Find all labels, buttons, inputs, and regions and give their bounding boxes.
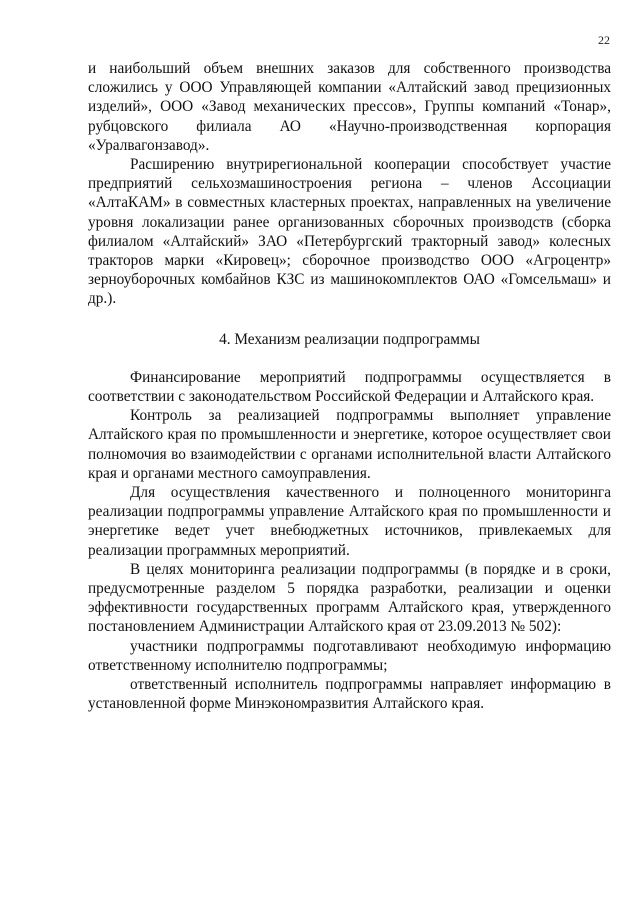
paragraph-cooperation: Расширению внутрирегиональной кооперации способствует участие предприятий сельхозмашиностроения региона – членов Ассоциации «АлтаКАМ» в совместных кластерных проектах, направленных на увеличение уровня локализации ранее организованных сборочных производств (сборка филиалом «Алтайский» ЗАО «Петербургский тракторный завод» колесных тракторов марки «Кировец»; сборочное производство ООО «Агроцентр» зерноуборочных комбайнов КЗС из машинокомплектов ОАО «Гомсельмаш» и др.). (88, 156, 611, 308)
continuation-paragraph: и наибольший объем внешних заказов для собственного производства сложились у ООО Управляющей компании «Алтайский завод прецизионных изделий», ООО «Завод механических прессов», Группы компаний «Тонар», рубцовского филиала АО «Научно-производственная корпорация «Уралвагонзавод». (88, 60, 611, 154)
paragraph-monitoring-purpose: В целях мониторинга реализации подпрограммы (в порядке и в сроки, предусмотренные разделом 5 порядка разработки, реализации и оценки эффективности государственных программ Алтайского края, утвержденного постановлением Администрации Алтайского края от 23.09.2013 № 502): (88, 560, 611, 636)
document-body (88, 59, 611, 714)
paragraph-control: Контроль за реализацией подпрограммы выполняет управление Алтайского края по промышленности и энергетике, которое осуществляет свои полномочия во взаимодействии с органами исполнительной власти Алтайского края и органами местного самоуправления. (88, 407, 611, 482)
page-number: 22 (598, 33, 610, 47)
paragraph-financing: Финансирование мероприятий подпрограммы осуществляется в соответствии с законодательством Российской Федерации и Алтайского края. (88, 368, 611, 406)
list-item-participants: участники подпрограммы подготавливают необходимую информацию ответственному исполнителю подпрограммы; (88, 637, 611, 674)
list-item-executor: ответственный исполнитель подпрограммы направляет информацию в установленной форме Минэкономразвития Алтайского края. (88, 676, 611, 713)
paragraph-monitoring: Для осуществления качественного и полноценного мониторинга реализации подпрограммы управление Алтайского края по промышленности и энергетике ведет учет внебюджетных источников, привлекаемых для реализации программных мероприятий. (88, 484, 611, 559)
section-heading: 4. Механизм реализации подпрограммы (219, 330, 480, 348)
